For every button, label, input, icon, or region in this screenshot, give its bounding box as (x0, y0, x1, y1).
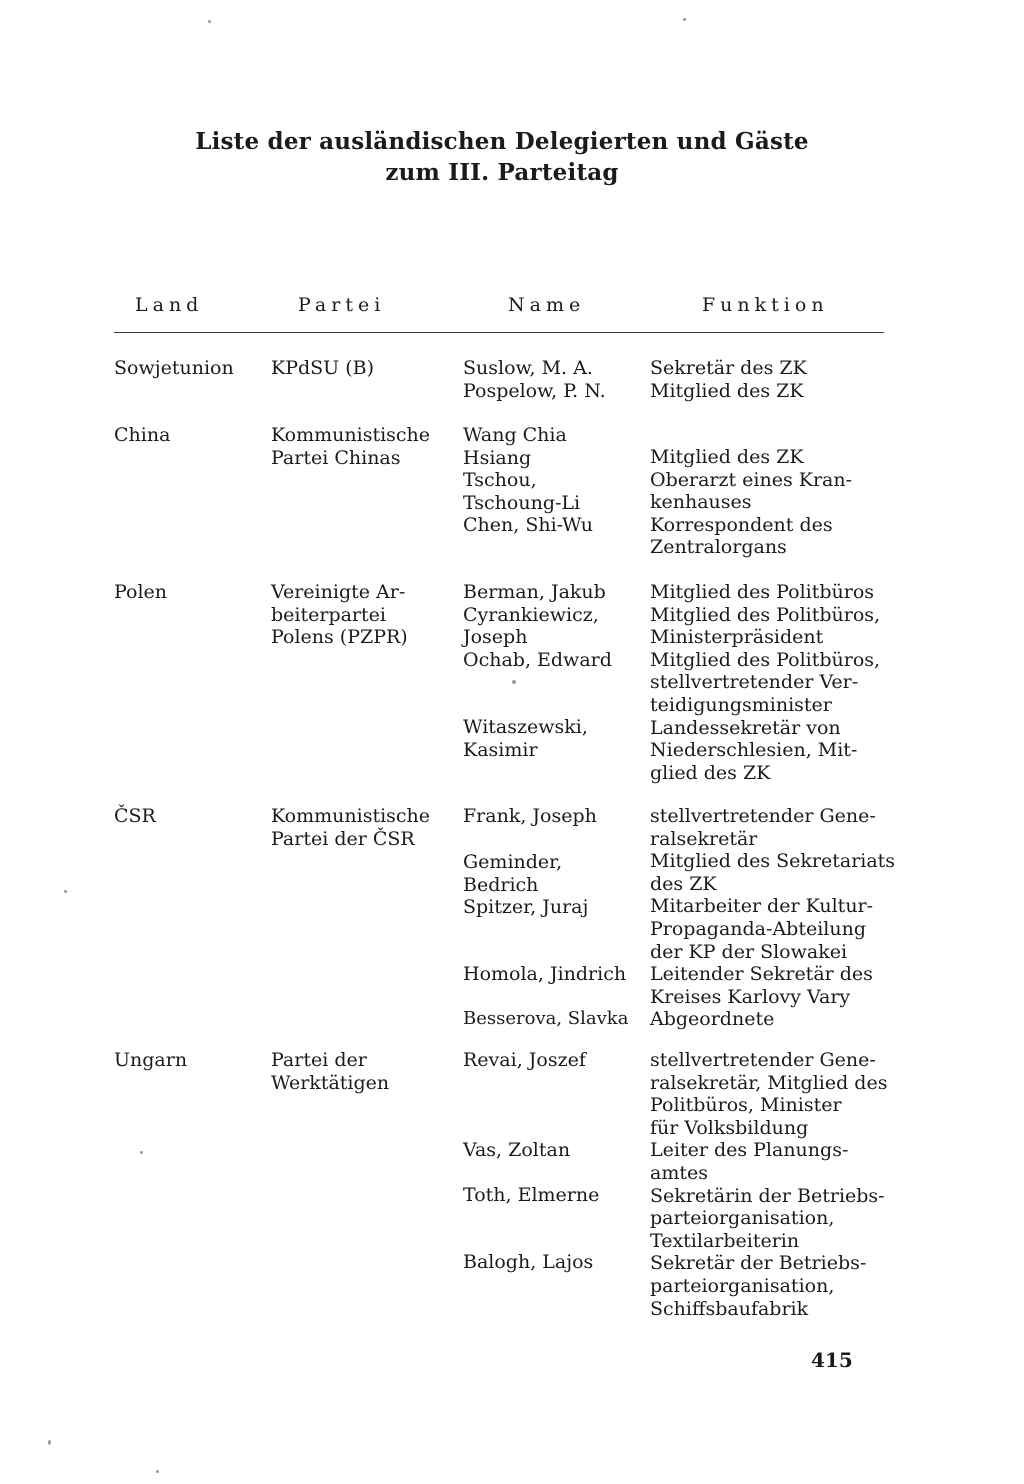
name-cell: Berman, Jakub Cyrankiewicz, Joseph Ochab, Edward (463, 581, 612, 671)
name-cell: Wang Chia Hsiang Tschou, Tschoung-Li Chen, Shi-Wu (463, 424, 594, 537)
page-title (0, 126, 1004, 188)
name-cell: Revai, Joszef (463, 1049, 586, 1071)
name-cell: Suslow, M. A. Pospelow, P. N. (463, 357, 606, 402)
scan-speck (156, 1470, 159, 1473)
name-cell: Vas, Zoltan (463, 1139, 571, 1161)
name-cell: Besserova, Slavka (463, 1008, 629, 1029)
column-header-name: Name (508, 294, 586, 316)
funktion-cell: Mitglied des ZK Oberarzt eines Kran- kenhauses Korrespondent des Zentralorgans (650, 446, 853, 559)
page-title-line-1: Liste der ausländischen Delegierten und Gäste (195, 128, 809, 155)
funktion-cell: Abgeordnete (650, 1008, 775, 1030)
funktion-cell: Mitglied des Politbüros Mitglied des Politbüros, Ministerpräsident Mitglied des Politbüros, stellvertretender Ver- teidigungsminister Landessekretär von Niederschlesien, Mit- glied des ZK (650, 581, 881, 784)
scan-speck (140, 1151, 143, 1154)
funktion-cell: stellvertretender Gene- ralsekretär Mitglied des Sekretariats des ZK Mitarbeiter der Kultur- Propaganda-Abteilung der KP der Slowakei Leitender Sekretär des Kreises Karlovy Vary (650, 805, 896, 1008)
funktion-cell: stellvertretender Gene- ralsekretär, Mitglied des Politbüros, Minister für Volksbildung Leiter des Planungs- amtes Sekretärin der Betriebs- parteiorganisation, Textilarbeiterin Sekretär der Betriebs- parteiorganisation, Schiffsbaufabrik (650, 1049, 888, 1320)
scan-speck (208, 20, 211, 23)
partei-cell: Vereinigte Ar- beiterpartei Polens (PZPR) (271, 581, 408, 649)
scan-speck (512, 680, 516, 684)
land-cell: China (114, 424, 171, 446)
page-number: 415 (811, 1348, 853, 1372)
scan-speck (48, 1440, 51, 1445)
name-cell: Frank, Joseph (463, 805, 597, 827)
land-cell: Sowjetunion (114, 357, 234, 379)
name-cell: Homola, Jindrich (463, 963, 627, 985)
partei-cell: Kommunistische Partei Chinas (271, 424, 431, 469)
name-cell: Balogh, Lajos (463, 1251, 594, 1273)
column-header-partei: Partei (298, 294, 386, 316)
funktion-cell: Sekretär des ZK Mitglied des ZK (650, 357, 807, 402)
column-header-funktion: Funktion (702, 294, 829, 316)
scan-speck (683, 18, 686, 21)
name-cell: Toth, Elmerne (463, 1184, 600, 1206)
name-cell: Geminder, Bedrich Spitzer, Juraj (463, 851, 589, 919)
land-cell: Polen (114, 581, 168, 603)
partei-cell: KPdSU (B) (271, 357, 374, 379)
page-title-line-2: zum III. Parteitag (385, 159, 619, 186)
header-rule (114, 332, 884, 333)
partei-cell: Kommunistische Partei der ČSR (271, 805, 431, 850)
land-cell: Ungarn (114, 1049, 188, 1071)
column-header-land: Land (135, 294, 204, 316)
land-cell: ČSR (114, 805, 156, 827)
name-cell: Witaszewski, Kasimir (463, 716, 588, 761)
partei-cell: Partei der Werktätigen (271, 1049, 390, 1094)
scan-speck (64, 890, 67, 893)
